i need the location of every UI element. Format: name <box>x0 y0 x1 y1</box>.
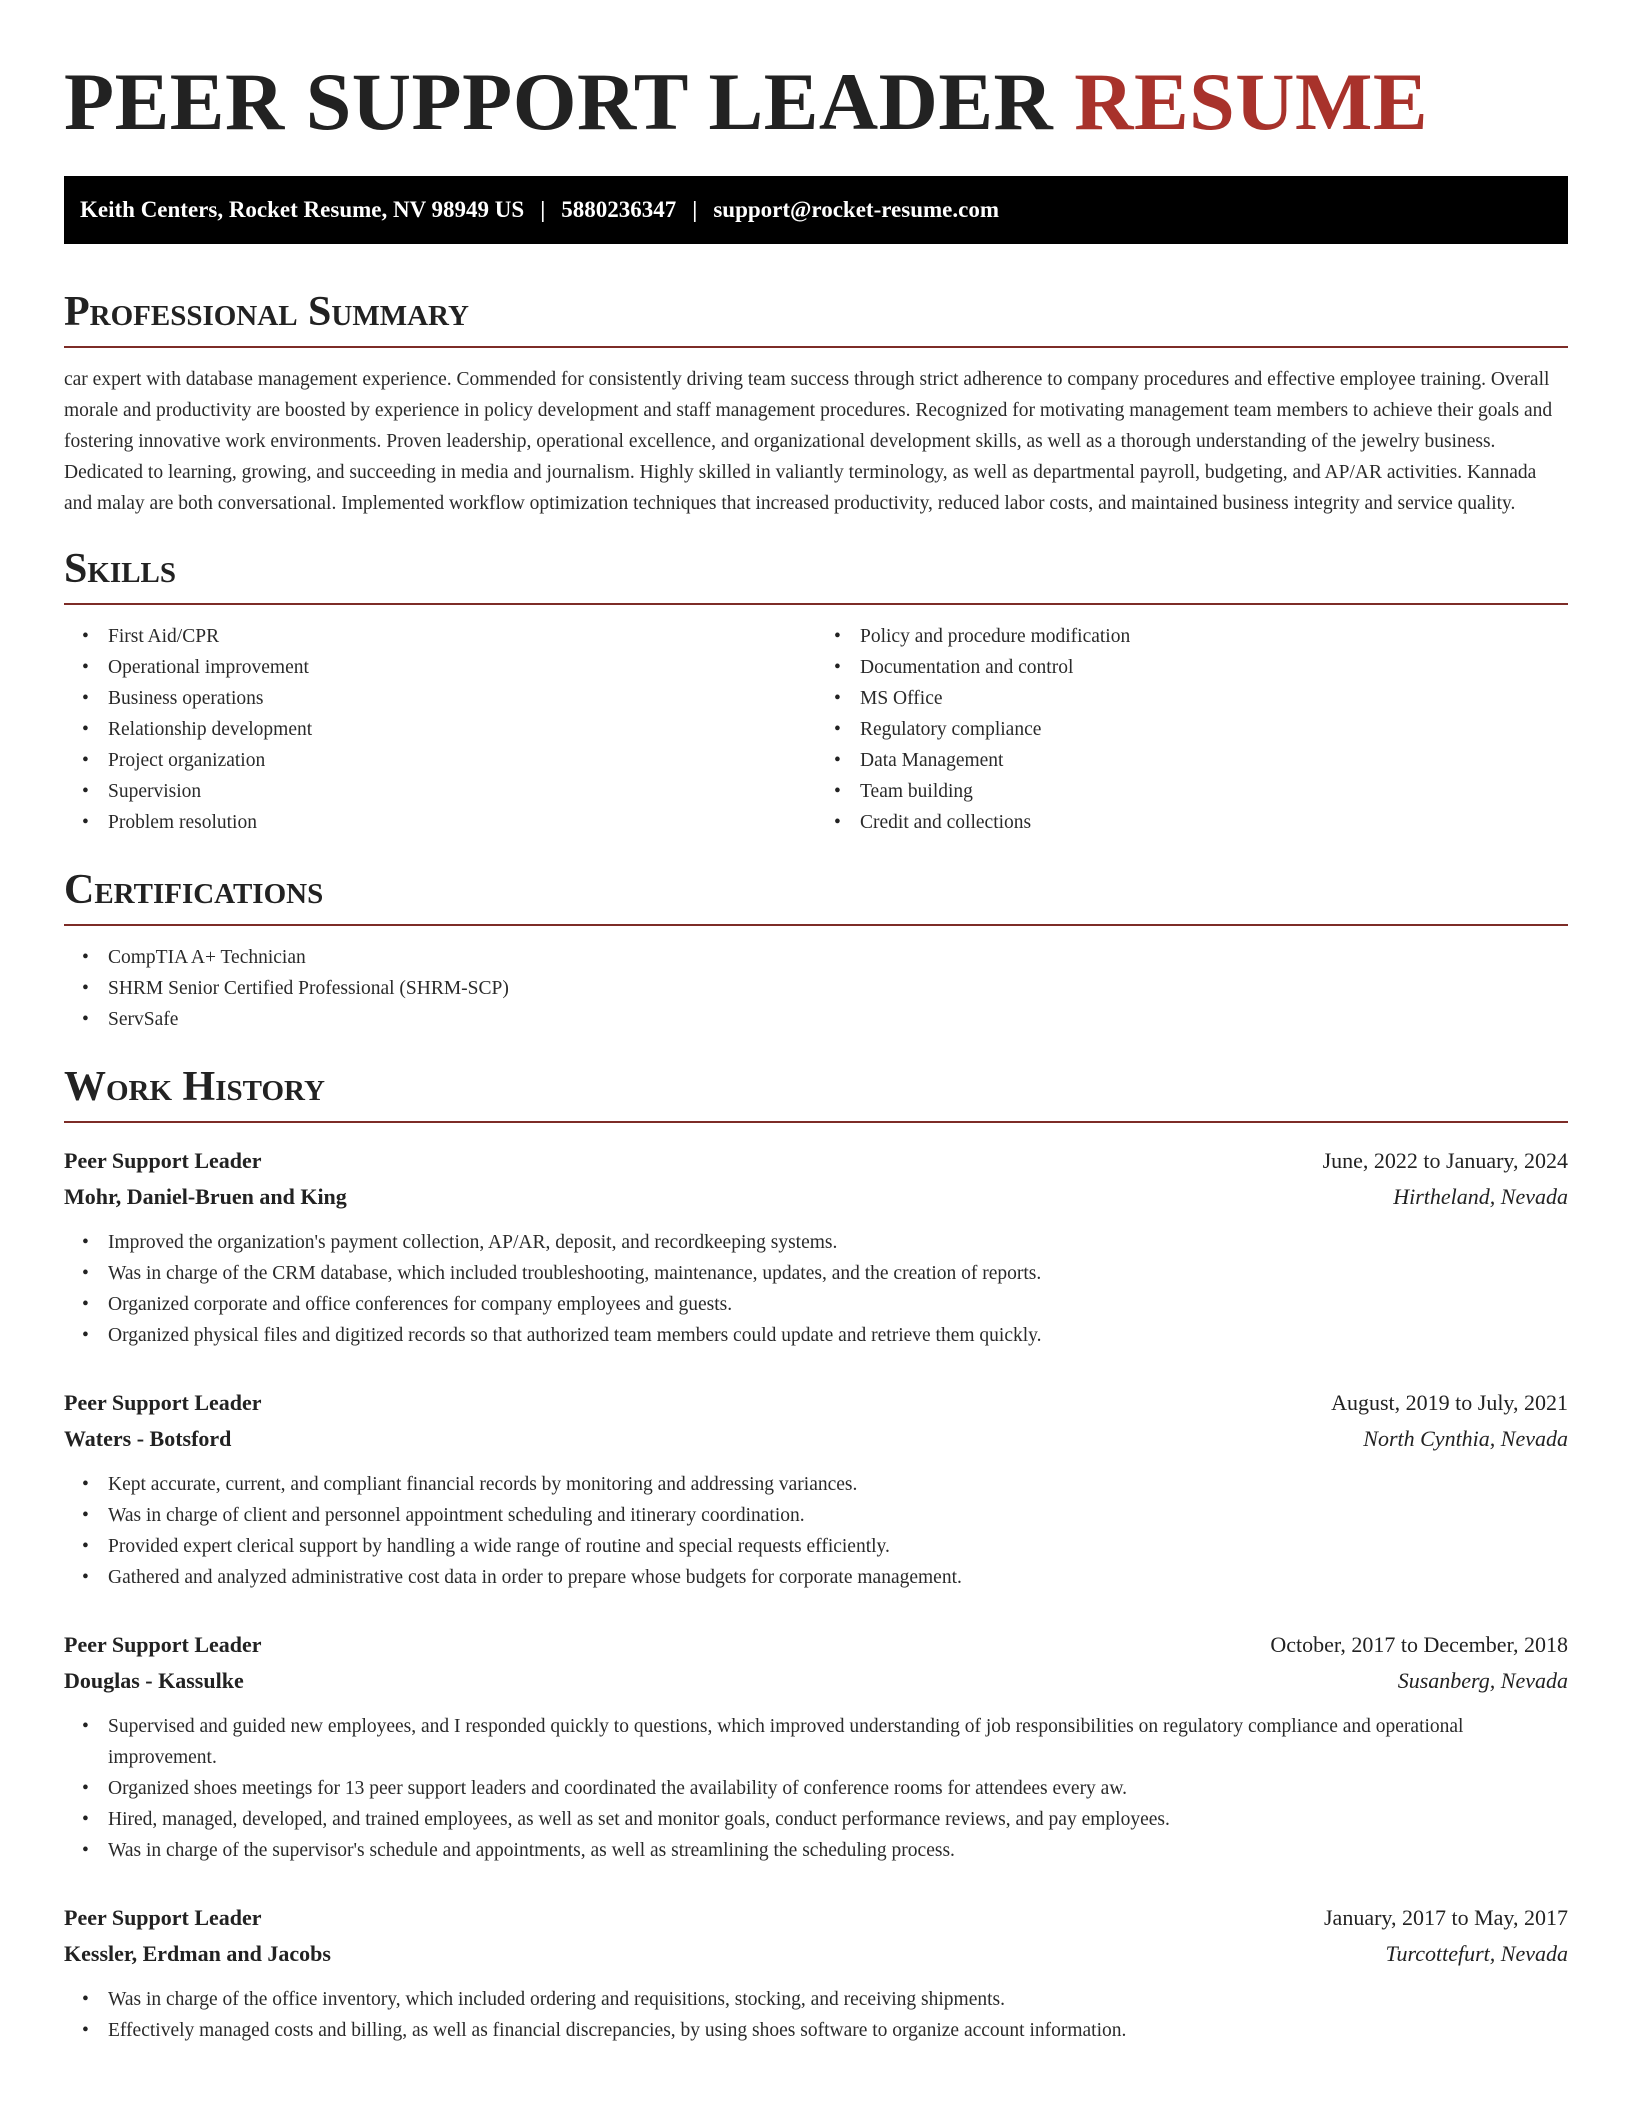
job-duty-item: • Effectively managed costs and billing, as well as financial discrepancies, by using shoes software to organize account information. <box>108 2015 1568 2046</box>
work-history-heading: Work History <box>64 1063 1568 1123</box>
skill-item: • Documentation and control <box>860 652 1568 683</box>
certification-item: • CompTIA A+ Technician <box>108 942 1568 973</box>
skills-list-right <box>816 621 1568 838</box>
job-duty-item: • Hired, managed, developed, and trained employees, as well as set and monitor goals, conduct performance reviews, and pay employees. <box>108 1804 1568 1835</box>
job-dates: January, 2017 to May, 2017 <box>1324 1905 1568 1930</box>
job-header-row <box>64 1143 1568 1179</box>
job-title: Peer Support Leader <box>64 1905 262 1930</box>
job-entry <box>64 1627 1568 1866</box>
certifications-heading: Certifications <box>64 866 1568 926</box>
job-duty-item: • Was in charge of the CRM database, which included troubleshooting, maintenance, updates, and the creation of reports. <box>108 1258 1568 1289</box>
skill-item: • Supervision <box>108 776 816 807</box>
job-company: Waters - Botsford <box>64 1426 232 1451</box>
skills-grid <box>64 605 1568 838</box>
job-company: Kessler, Erdman and Jacobs <box>64 1941 331 1966</box>
job-duty-item: • Improved the organization's payment collection, AP/AR, deposit, and recordkeeping systems. <box>108 1227 1568 1258</box>
summary-text: car expert with database management experience. Commended for consistently driving team success through strict adherence to company procedures and effective employee training. Overall morale and productivity are boosted by experience in policy development and staff management procedures. Recognized for motivating management team members to achieve their goals and fostering innovative work environments. Proven leadership, operational excellence, and organizational development skills, as well as a thorough understanding of the jewelry business. Dedicated to learning, growing, and succeeding in media and journalism. Highly skilled in valiantly terminology, as well as departmental payroll, budgeting, and AP/AR activities. Kannada and malay are both conversational. Implemented workflow optimization techniques that increased productivity, reduced labor costs, and maintained business integrity and service quality. <box>64 369 1553 514</box>
skill-item: • Operational improvement <box>108 652 816 683</box>
job-dates: October, 2017 to December, 2018 <box>1270 1632 1568 1657</box>
skill-item: • Regulatory compliance <box>860 714 1568 745</box>
job-company: Douglas - Kassulke <box>64 1668 244 1693</box>
job-dates: June, 2022 to January, 2024 <box>1322 1148 1568 1173</box>
skill-item: • Data Management <box>860 745 1568 776</box>
job-duty-item: • Was in charge of client and personnel appointment scheduling and itinerary coordination. <box>108 1500 1568 1531</box>
job-duty-item: • Organized physical files and digitized records so that authorized team members could update and retrieve them quickly. <box>108 1320 1568 1351</box>
job-duty-item: • Provided expert clerical support by handling a wide range of routine and special requests efficiently. <box>108 1531 1568 1562</box>
job-company-row <box>64 1663 1568 1699</box>
job-title: Peer Support Leader <box>64 1632 262 1657</box>
job-duty-item: • Was in charge of the office inventory, which included ordering and requisitions, stocking, and receiving shipments. <box>108 1984 1568 2015</box>
job-duties-list <box>64 1469 1568 1593</box>
job-entry <box>64 1900 1568 2046</box>
job-title: Peer Support Leader <box>64 1390 262 1415</box>
job-entry <box>64 1143 1568 1351</box>
job-company-row <box>64 1421 1568 1457</box>
resume-title <box>64 52 1568 152</box>
job-duties-list <box>64 1711 1568 1866</box>
skill-item: • Team building <box>860 776 1568 807</box>
job-duty-item: • Supervised and guided new employees, and I responded quickly to questions, which improved understanding of job responsibilities on regulatory compliance and operational improvement. <box>108 1711 1568 1773</box>
contact-bar <box>64 176 1568 244</box>
job-location: North Cynthia, Nevada <box>1363 1426 1568 1451</box>
contact-separator: | <box>540 197 546 222</box>
job-company-row <box>64 1936 1568 1972</box>
certification-item: • SHRM Senior Certified Professional (SHRM-SCP) <box>108 973 1568 1004</box>
contact-phone: 5880236347 <box>561 197 677 222</box>
job-duty-item: • Was in charge of the supervisor's schedule and appointments, as well as streamlining the scheduling process. <box>108 1835 1568 1866</box>
certification-item: • ServSafe <box>108 1004 1568 1035</box>
job-company: Mohr, Daniel-Bruen and King <box>64 1184 347 1209</box>
job-location: Susanberg, Nevada <box>1397 1668 1568 1693</box>
skill-item: • Problem resolution <box>108 807 816 838</box>
job-title: Peer Support Leader <box>64 1148 262 1173</box>
job-dates: August, 2019 to July, 2021 <box>1331 1390 1568 1415</box>
title-main: PEER SUPPORT LEADER <box>64 56 1054 147</box>
job-duties-list <box>64 1227 1568 1351</box>
summary-heading: Professional Summary <box>64 288 1568 348</box>
skill-item: • First Aid/CPR <box>108 621 816 652</box>
certifications-list <box>64 942 1568 1035</box>
contact-separator: | <box>692 197 698 222</box>
job-duty-item: • Organized corporate and office conferences for company employees and guests. <box>108 1289 1568 1320</box>
skill-item: • MS Office <box>860 683 1568 714</box>
job-duty-item: • Organized shoes meetings for 13 peer support leaders and coordinated the availability of conference rooms for attendees every aw. <box>108 1773 1568 1804</box>
skills-heading: Skills <box>64 545 1568 605</box>
job-location: Turcottefurt, Nevada <box>1385 1941 1568 1966</box>
contact-address: Keith Centers, Rocket Resume, NV 98949 US <box>80 197 525 222</box>
job-duty-item: • Kept accurate, current, and compliant financial records by monitoring and addressing variances. <box>108 1469 1568 1500</box>
skill-item: • Business operations <box>108 683 816 714</box>
job-duties-list <box>64 1984 1568 2046</box>
job-company-row <box>64 1179 1568 1215</box>
job-header-row <box>64 1627 1568 1663</box>
skill-item: • Policy and procedure modification <box>860 621 1568 652</box>
title-accent: RESUME <box>1074 56 1429 147</box>
skill-item: • Relationship development <box>108 714 816 745</box>
job-header-row <box>64 1900 1568 1936</box>
job-header-row <box>64 1385 1568 1421</box>
job-entry <box>64 1385 1568 1593</box>
job-duty-item: • Gathered and analyzed administrative cost data in order to prepare whose budgets for corporate management. <box>108 1562 1568 1593</box>
skills-list-left <box>64 621 816 838</box>
skill-item: • Project organization <box>108 745 816 776</box>
job-location: Hirtheland, Nevada <box>1393 1184 1568 1209</box>
contact-email[interactable]: support@rocket-resume.com <box>713 197 999 222</box>
skill-item: • Credit and collections <box>860 807 1568 838</box>
